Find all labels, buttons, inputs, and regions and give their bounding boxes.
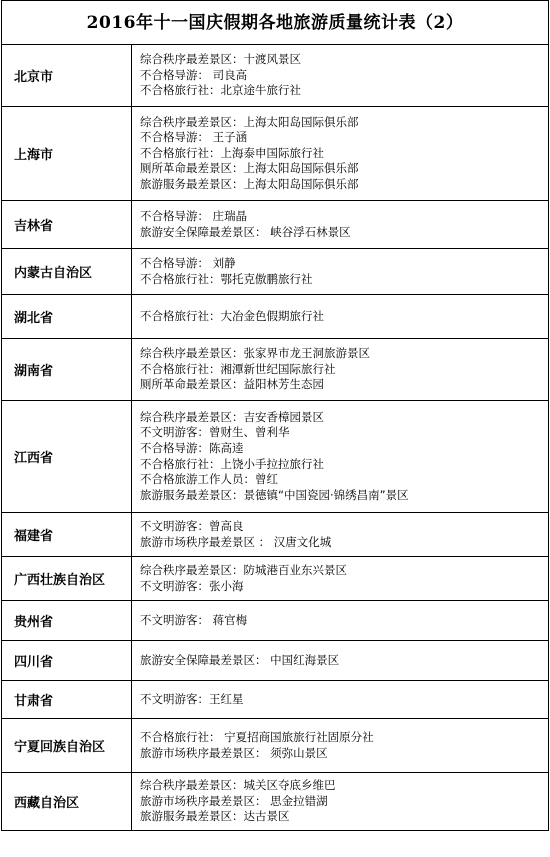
region-cell: 福建省 bbox=[2, 513, 132, 557]
item-line: 不合格旅行社：大冶金色假期旅行社 bbox=[140, 308, 324, 323]
region-cell: 湖北省 bbox=[2, 295, 132, 339]
table-row bbox=[2, 201, 549, 249]
item-line: 旅游服务最差景区：上海太阳岛国际俱乐部 bbox=[140, 176, 359, 191]
items-cell bbox=[132, 339, 549, 401]
items-cell bbox=[132, 513, 549, 557]
item-line: 不文明游客：曾高良 bbox=[140, 518, 244, 533]
item-line: 不文明游客：曾财生、曾利华 bbox=[140, 425, 290, 440]
table-row bbox=[2, 641, 549, 681]
item-line: 不合格旅行社：上海泰申国际旅行社 bbox=[140, 145, 324, 160]
item-line: 旅游安全保障最差景区： 中国红海景区 bbox=[140, 652, 340, 667]
table-title: 2016年十一国庆假期各地旅游质量统计表（2） bbox=[1, 0, 549, 44]
item-line: 厕所革命最差景区：益阳林芳生态园 bbox=[140, 377, 324, 392]
region-cell: 上海市 bbox=[2, 107, 132, 201]
item-line: 旅游服务最差景区：景德镇“中国瓷园·锦绣昌南”景区 bbox=[140, 487, 409, 502]
item-line: 旅游市场秩序最差景区： 思金拉错湖 bbox=[140, 793, 328, 808]
item-line: 不合格导游： 庄瑞晶 bbox=[140, 208, 248, 223]
item-line: 不文明游客：王红星 bbox=[140, 691, 244, 706]
item-line: 不合格旅游工作人员：曾红 bbox=[140, 472, 278, 487]
item-line: 不合格导游： 司良高 bbox=[140, 67, 248, 82]
table-row bbox=[2, 681, 549, 719]
items-cell bbox=[132, 401, 549, 513]
items-cell bbox=[132, 773, 549, 831]
items-cell bbox=[132, 719, 549, 773]
table-body bbox=[2, 45, 549, 831]
items-cell bbox=[132, 601, 549, 641]
region-cell: 甘肃省 bbox=[2, 681, 132, 719]
items-cell bbox=[132, 107, 549, 201]
item-line: 综合秩序最差景区：城关区夺底乡维巴 bbox=[140, 778, 336, 793]
table-row bbox=[2, 45, 549, 107]
items-cell bbox=[132, 45, 549, 107]
region-cell: 西藏自治区 bbox=[2, 773, 132, 831]
items-cell bbox=[132, 681, 549, 719]
region-cell: 湖南省 bbox=[2, 339, 132, 401]
statistics-table bbox=[1, 44, 549, 831]
item-line: 不合格导游：陈高逵 bbox=[140, 440, 244, 455]
table-row bbox=[2, 339, 549, 401]
item-line: 不合格旅行社：上饶小手拉拉旅行社 bbox=[140, 456, 324, 471]
region-cell: 宁夏回族自治区 bbox=[2, 719, 132, 773]
quality-statistics-sheet bbox=[1, 0, 549, 831]
item-line: 旅游市场秩序最差景区： 须弥山景区 bbox=[140, 745, 328, 760]
items-cell bbox=[132, 201, 549, 249]
table-row bbox=[2, 249, 549, 295]
item-line: 不文明游客：张小海 bbox=[140, 578, 244, 593]
region-cell: 四川省 bbox=[2, 641, 132, 681]
item-line: 综合秩序最差景区：防城港百业东兴景区 bbox=[140, 562, 347, 577]
table-row bbox=[2, 295, 549, 339]
table-row bbox=[2, 557, 549, 601]
item-line: 不文明游客： 蒋官梅 bbox=[140, 612, 248, 627]
region-cell: 吉林省 bbox=[2, 201, 132, 249]
item-line: 旅游安全保障最差景区： 峡谷浮石林景区 bbox=[140, 224, 351, 239]
table-row bbox=[2, 513, 549, 557]
item-line: 综合秩序最差景区：上海太阳岛国际俱乐部 bbox=[140, 114, 359, 129]
item-line: 不合格旅行社：北京途牛旅行社 bbox=[140, 83, 301, 98]
region-cell: 江西省 bbox=[2, 401, 132, 513]
item-line: 综合秩序最差景区：张家界市龙王洞旅游景区 bbox=[140, 346, 370, 361]
item-line: 不合格旅行社： 宁夏招商国旅旅行社固原分社 bbox=[140, 729, 374, 744]
item-line: 综合秩序最差景区：吉安香樟园景区 bbox=[140, 409, 324, 424]
items-cell bbox=[132, 641, 549, 681]
items-cell bbox=[132, 557, 549, 601]
region-cell: 贵州省 bbox=[2, 601, 132, 641]
region-cell: 北京市 bbox=[2, 45, 132, 107]
item-line: 旅游服务最差景区：达古景区 bbox=[140, 809, 290, 824]
region-cell: 广西壮族自治区 bbox=[2, 557, 132, 601]
item-line: 综合秩序最差景区：十渡风景区 bbox=[140, 52, 301, 67]
items-cell bbox=[132, 249, 549, 295]
item-line: 不合格旅行社：湘潭新世纪国际旅行社 bbox=[140, 361, 336, 376]
item-line: 厕所革命最差景区：上海太阳岛国际俱乐部 bbox=[140, 161, 359, 176]
item-line: 不合格旅行社：鄂托克傲鹏旅行社 bbox=[140, 271, 313, 286]
table-row bbox=[2, 719, 549, 773]
table-row bbox=[2, 601, 549, 641]
table-row bbox=[2, 401, 549, 513]
item-line: 旅游市场秩序最差景区 ： 汉唐文化城 bbox=[140, 534, 332, 549]
item-line: 不合格导游： 王子涵 bbox=[140, 130, 248, 145]
item-line: 不合格导游： 刘静 bbox=[140, 255, 236, 270]
table-row bbox=[2, 107, 549, 201]
region-cell: 内蒙古自治区 bbox=[2, 249, 132, 295]
table-row bbox=[2, 773, 549, 831]
items-cell bbox=[132, 295, 549, 339]
